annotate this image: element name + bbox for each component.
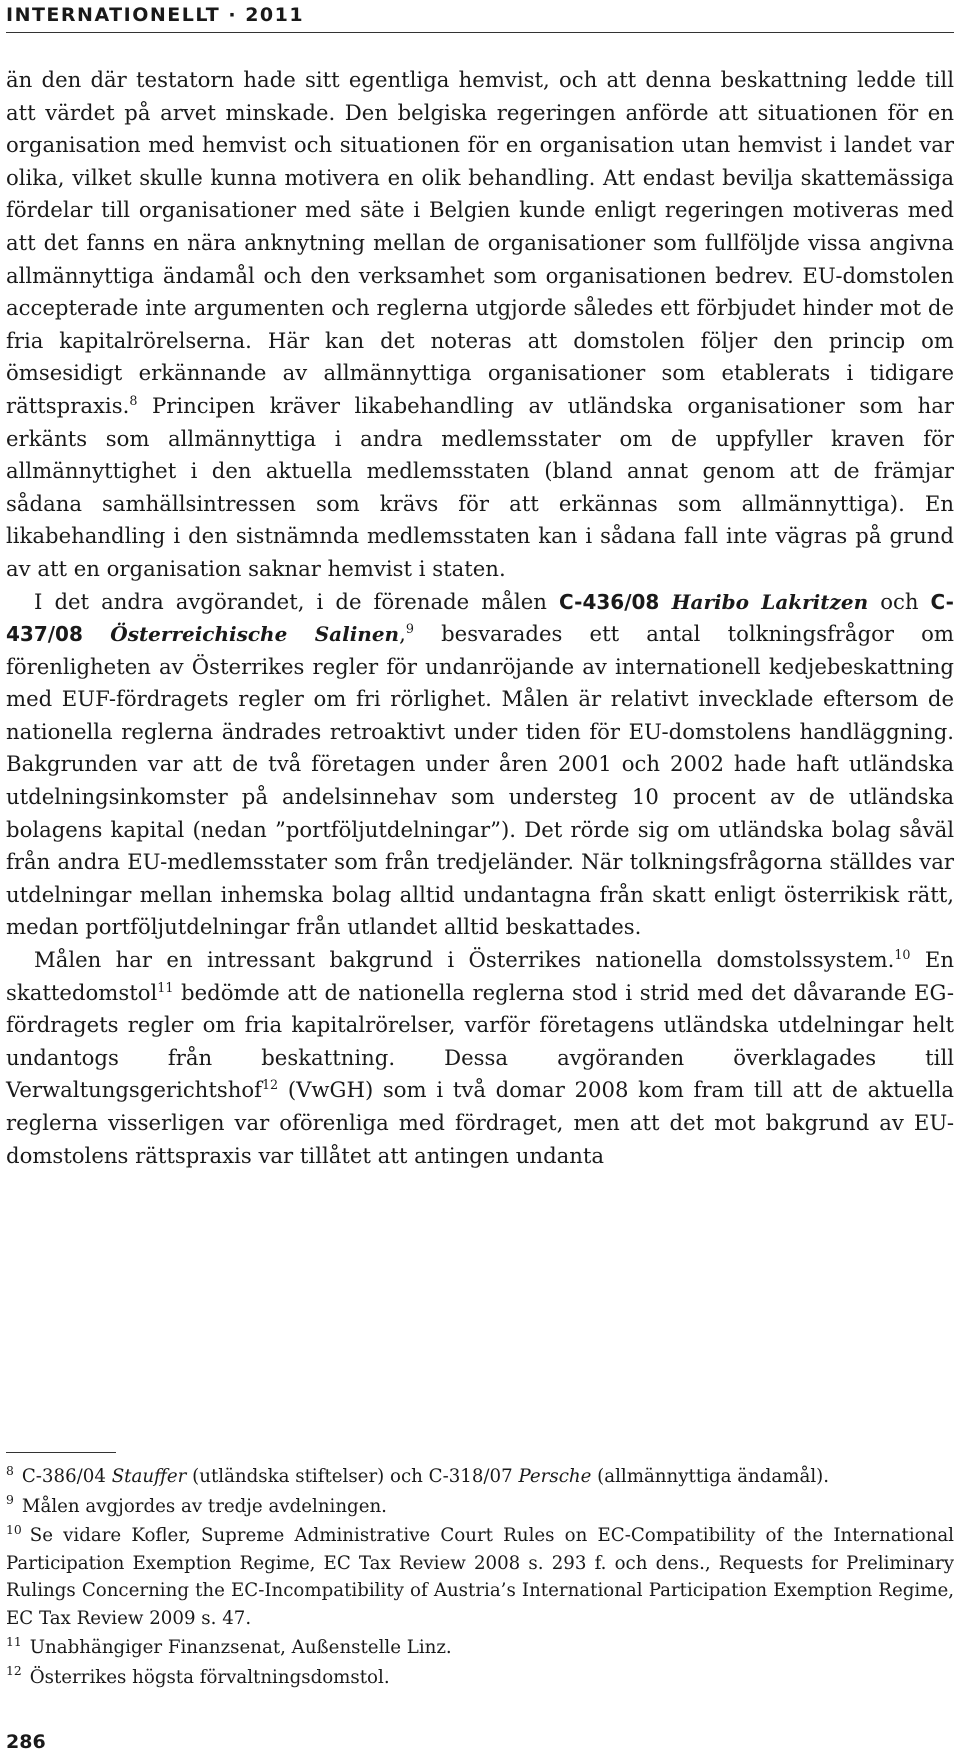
footnote-12-text: Österrikes högsta förvaltningsdomstol. bbox=[29, 1666, 390, 1688]
footnote-8-text-c: (allmännyttiga ändamål). bbox=[591, 1466, 830, 1487]
footnote-ref-10: 10 bbox=[894, 946, 911, 962]
case-reference-1 bbox=[559, 590, 868, 614]
paragraph-2-text-b: och bbox=[868, 588, 931, 614]
footnote-11-text: Unabhängiger Finanzsenat, Außenstelle Linz. bbox=[29, 1637, 452, 1658]
paragraph-3-text-b: En skattedomstol bbox=[6, 947, 954, 1005]
case-2-number: C-437/08 bbox=[6, 589, 954, 647]
paragraph-2 bbox=[6, 586, 954, 945]
body-text bbox=[6, 64, 954, 1172]
paragraph-2-text-d: besvarades ett antal tolkningsfrågor om förenligheten av Österrikes regler för undanröjande av internationell kedjebeskattning med EUF-fördragets regler om fri rörlighet. Målen är relativt invecklade eftersom de nationella reglerna ändrades retroaktivt under tiden för EU-domstolens handläggning. Bakgrunden var att de två företagen under åren 2001 och 2002 hade haft utländska utdelningsinkomster på andelsinnehav som understeg 10 procent av de utländska bolagens kapital (nedan ”portföljutdelningar”). Det rörde sig om utländska bolag såväl från andra EU-medlemsstater som från tredjeländer. När tolkningsfrågorna ställdes var utdelningar mellan inhemska bolag alltid undantagna från skatt enligt österrikisk rätt, medan portföljutdelningar från utlandet alltid beskattades. bbox=[6, 621, 954, 940]
footnote-ref-11: 11 bbox=[157, 979, 174, 995]
footnote-8 bbox=[6, 1463, 954, 1491]
footnote-8-text-a: C-386/04 bbox=[21, 1466, 112, 1487]
footnote-8-case-name-b: Persche bbox=[518, 1466, 592, 1487]
footnote-10-text: Se vidare Kofler, Supreme Administrative Court Rules on EC-Compatibility of the International Participation Exemption Regime, EC Tax Review 2008 s. 293 f. och dens., Requests for Preliminary Rulings Concerning the EC-Incompatibility of Austria’s International Participation Exemption Regime, EC Tax Review 2009 s. 47. bbox=[6, 1525, 954, 1629]
footnote-ref-12: 12 bbox=[261, 1077, 279, 1093]
footnote-12-number: 12 bbox=[6, 1664, 22, 1679]
case-1-name: Haribo Lakritzen bbox=[671, 589, 869, 614]
footnote-divider bbox=[6, 1452, 116, 1453]
footnotes bbox=[6, 1463, 954, 1693]
footnote-9-number: 9 bbox=[6, 1493, 14, 1508]
case-2-name: Österreichische Salinen bbox=[110, 622, 400, 647]
paragraph-2-text-c: , bbox=[399, 621, 406, 647]
footnote-12 bbox=[6, 1664, 954, 1692]
footnote-ref-9: 9 bbox=[405, 621, 414, 637]
footnote-8-number: 8 bbox=[6, 1463, 14, 1478]
footnote-11 bbox=[6, 1634, 954, 1662]
paragraph-1-text-a: än den där testatorn hade sitt egentliga hemvist, och att denna beskattning ledde till att värdet på arvet minskade. Den belgiska regeringen anförde att situationen för en organisation med hemvist och situationen för en organisation utan hemvist i landet var olika, vilket skulle kunna motivera en olik behandling. Att endast bevilja skattemässiga fördelar till organisationer med säte i Belgien kunde enligt regeringen motiveras med att det fanns en nära anknytning mellan de organisationer som fullföljde vissa angivna allmännyttiga ändamål och den verksamhet som organisationen bedrev. EU-domstolen accepterade inte argumenten och reglerna utgjorde således ett förbjudet hinder mot de fria kapitalrörelserna. Här kan det noteras att domstolen följer den princip om ömsesidigt erkännande av allmännyttiga organisationer som etablerats i tidigare rättspraxis. bbox=[6, 67, 954, 418]
paragraph-3-text-a: Målen har en intressant bakgrund i Österrikes nationella domstolssystem. bbox=[34, 947, 895, 973]
paragraph-3-text-d: (VwGH) som i två domar 2008 kom fram till att de aktuella reglerna visserligen var oförenliga med fördraget, men att det mot bakgrund av EU-domstolens rättspraxis var tillåtet att antingen undanta bbox=[6, 1077, 954, 1168]
footnote-ref-8: 8 bbox=[129, 392, 138, 408]
case-1-number: C-436/08 bbox=[559, 589, 660, 614]
page-number: 286 bbox=[6, 1731, 46, 1753]
footnote-10 bbox=[6, 1522, 954, 1632]
footnote-9-text: Målen avgjordes av tredje avdelningen. bbox=[21, 1495, 387, 1517]
footnote-10-number: 10 bbox=[6, 1522, 22, 1537]
paragraph-1-text-b: Principen kräver likabehandling av utländska organisationer som har erkänts som allmännyttiga i andra medlemsstater om de uppfyller kraven för allmännyttighet i den aktuella medlemsstaten (bland annat genom att de främjar sådana samhällsintressen som krävs för att erkännas som allmännyttiga). En likabehandling i den sistnämnda medlemsstaten kan i sådana fall inte vägras på grund av att en organisation saknar hemvist i staten. bbox=[6, 392, 954, 581]
running-header: INTERNATIONELLT · 2011 bbox=[6, 4, 954, 33]
paragraph-1 bbox=[6, 64, 954, 586]
paragraph-3-text-c: bedömde att de nationella reglerna stod i strid med det dåvarande EG-fördragets regler om fria kapitalrörelser, varför företagens utländska utdelningar helt undantogs från beskattning. Dessa avgöranden överklagades till Verwaltungsgerichtshof bbox=[6, 979, 954, 1103]
footnote-8-case-name-a: Stauffer bbox=[111, 1466, 187, 1487]
paragraph-3 bbox=[6, 944, 954, 1172]
footnote-9 bbox=[6, 1493, 954, 1521]
paragraph-2-text-a: I det andra avgörandet, i de förenade målen bbox=[34, 588, 560, 614]
footnote-11-number: 11 bbox=[6, 1634, 22, 1649]
footnote-8-text-b: (utländska stiftelser) och C-318/07 bbox=[186, 1466, 519, 1487]
